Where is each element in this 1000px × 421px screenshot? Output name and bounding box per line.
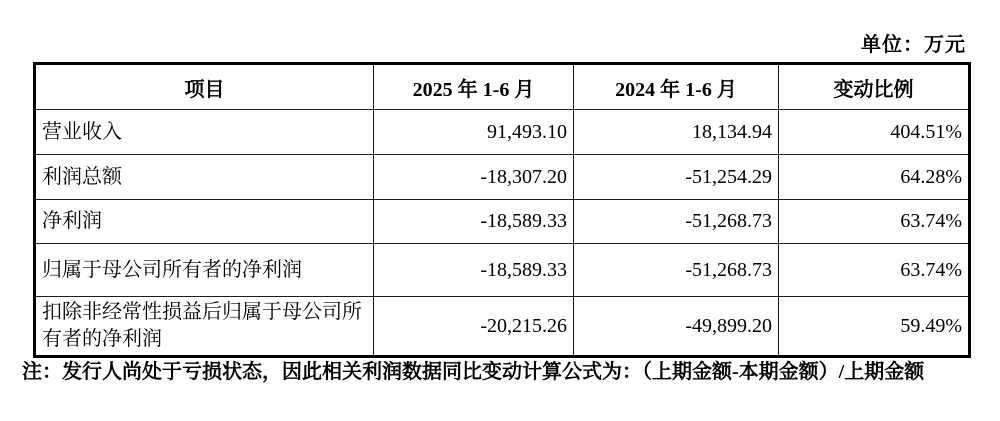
change-ratio: 59.49%	[779, 297, 970, 357]
table-row-operating-revenue	[35, 110, 970, 155]
table-row-net-profit-parent	[35, 244, 970, 297]
financial-comparison-table	[33, 62, 971, 358]
value-2024: -51,268.73	[574, 244, 779, 297]
value-2024: -49,899.20	[574, 297, 779, 357]
value-2025: 91,493.10	[374, 110, 574, 155]
value-2025: -20,215.26	[374, 297, 574, 357]
value-2025: -18,589.33	[374, 200, 574, 244]
value-2024: -51,268.73	[574, 200, 779, 244]
header-2025-period: 2025 年 1-6 月	[374, 64, 574, 110]
unit-label: 单位：万元	[861, 34, 966, 56]
footnote: 注：发行人尚处于亏损状态，因此相关利润数据同比变动计算公式为：（上期金额-本期金额）/上期金额	[22, 361, 925, 383]
value-2025: -18,307.20	[374, 155, 574, 200]
header-2024-period: 2024 年 1-6 月	[574, 64, 779, 110]
header-change-ratio: 变动比例	[779, 64, 970, 110]
value-2024: 18,134.94	[574, 110, 779, 155]
change-ratio: 404.51%	[779, 110, 970, 155]
value-2024: -51,254.29	[574, 155, 779, 200]
row-item-label: 净利润	[35, 200, 374, 244]
row-item-label: 归属于母公司所有者的净利润	[35, 244, 374, 297]
table-row-net-profit	[35, 200, 970, 244]
change-ratio: 63.74%	[779, 200, 970, 244]
header-item: 项目	[35, 64, 374, 110]
row-item-label: 营业收入	[35, 110, 374, 155]
table-row-total-profit	[35, 155, 970, 200]
row-item-label: 扣除非经常性损益后归属于母公司所有者的净利润	[35, 297, 374, 357]
table-row-net-profit-excl-nonrecurring	[35, 297, 970, 357]
table-header-row	[35, 64, 970, 110]
value-2025: -18,589.33	[374, 244, 574, 297]
change-ratio: 64.28%	[779, 155, 970, 200]
change-ratio: 63.74%	[779, 244, 970, 297]
row-item-label: 利润总额	[35, 155, 374, 200]
